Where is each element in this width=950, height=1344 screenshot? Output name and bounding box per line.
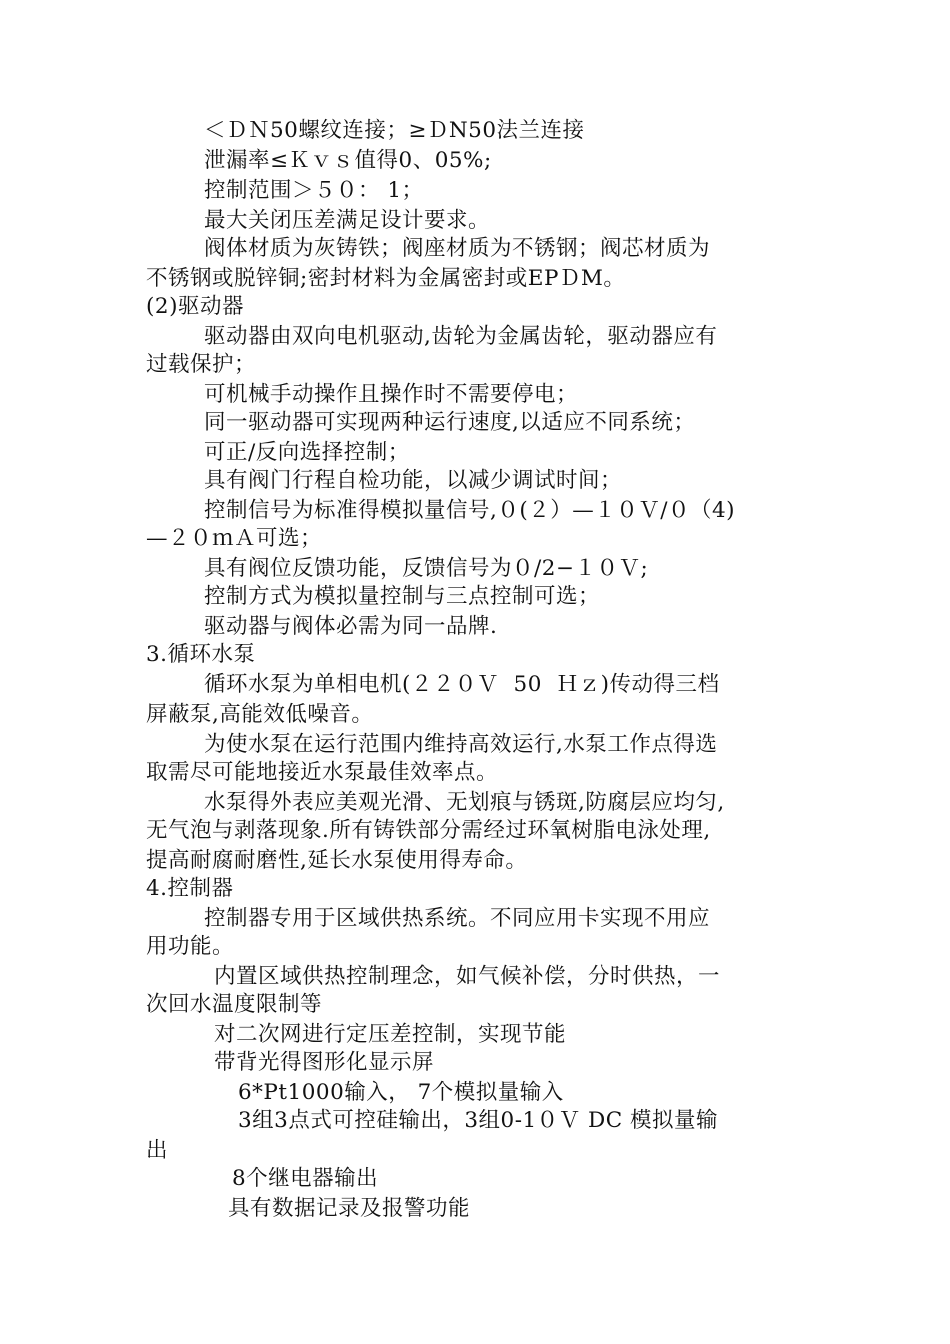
text-line: 出 [146,1138,169,1163]
text-line: 循环水泵为单相电机(２２０Ｖ 50 Ｈｚ)传动得三档 [204,672,720,697]
section-heading: (2)驱动器 [146,294,244,319]
section-heading: 4.控制器 [146,876,234,901]
text-line: 次回水温度限制等 [146,992,323,1017]
text-line: 具有数据记录及报警功能 [228,1196,471,1221]
text-line: —２０ｍＡ可选； [146,526,323,551]
text-line: 6*Pt1000输入， 7个模拟量输入 [238,1080,564,1105]
text-line: 用功能。 [146,934,235,959]
text-line: 最大关闭压差满足设计要求。 [204,208,491,233]
text-line: 过载保护； [146,352,257,377]
text-line: 不锈钢或脱锌铜;密封材料为金属密封或EPＤM。 [146,266,626,291]
text-line: 可正/反向选择控制； [204,440,410,465]
text-line: 具有阀门行程自检功能，以减少调试时间； [204,468,623,493]
text-line: 带背光得图形化显示屏 [214,1050,435,1075]
text-line: 同一驱动器可实现两种运行速度,以适应不同系统； [204,410,696,435]
text-line: 水泵得外表应美观光滑、无划痕与锈斑,防腐层应均匀, [204,790,725,815]
text-line: 提高耐腐耐磨性,延长水泵使用得寿命。 [146,848,528,873]
text-line: 驱动器与阀体必需为同一品牌. [204,614,498,639]
text-line: ＜ＤＮ50螺纹连接；≥ＤN50法兰连接 [204,118,585,143]
text-line: 泄漏率≤Ｋｖｓ值得0、05%; [204,148,492,173]
text-line: 控制范围＞５０： 1； [204,178,424,203]
text-line: 具有阀位反馈功能，反馈信号为０/2−１０Ｖ; [204,556,649,581]
text-line: 对二次网进行定压差控制，实现节能 [214,1022,567,1047]
section-heading: 3.循环水泵 [146,642,256,667]
text-line: 内置区域供热控制理念，如气候补偿，分时供热，一 [214,964,721,989]
text-line: 为使水泵在运行范围内维持高效运行,水泵工作点得选 [204,732,718,757]
text-line: 控制方式为模拟量控制与三点控制可选； [204,584,601,609]
text-line: 阀体材质为灰铸铁；阀座材质为不锈钢；阀芯材质为 [204,236,711,261]
text-line: 屏蔽泵,高能效低噪音。 [146,702,374,727]
text-line: 3组3点式可控硅输出，3组0-1０Ｖ DC 模拟量输 [238,1108,719,1133]
text-line: 8个继电器输出 [232,1166,379,1191]
text-line: 控制信号为标准得模拟量信号,０(２）—１０Ｖ/０（4) [204,498,736,523]
text-line: 取需尽可能地接近水泵最佳效率点。 [146,760,499,785]
text-line: 无气泡与剥落现象.所有铸铁部分需经过环氧树脂电泳处理, [146,818,711,843]
text-line: 驱动器由双向电机驱动,齿轮为金属齿轮，驱动器应有 [204,324,718,349]
text-line: 可机械手动操作且操作时不需要停电； [204,382,579,407]
text-line: 控制器专用于区域供热系统。不同应用卡实现不用应 [204,906,711,931]
